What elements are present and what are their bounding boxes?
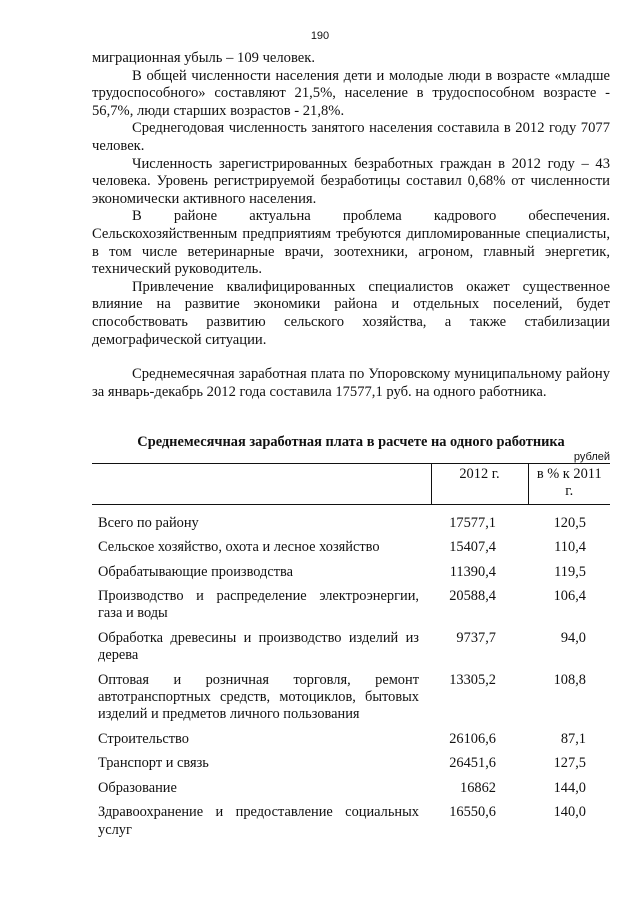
table-row <box>92 731 610 755</box>
row-value-2012: 11390,4 <box>449 563 496 580</box>
header-2012: 2012 г. <box>431 464 528 505</box>
row-value-percent: 140,0 <box>553 804 586 821</box>
header-industry <box>92 464 431 505</box>
table-row <box>92 755 610 779</box>
paragraph: Численность зарегистрированных безработных граждан в 2012 году – 43 человека. Уровень регистрируемой безработицы составил 0,68% от численности экономически активного населения. <box>92 155 610 207</box>
table-row <box>92 564 610 588</box>
table-header-row <box>92 464 610 505</box>
row-value-2012: 16550,6 <box>449 804 496 821</box>
row-value-2012: 26106,6 <box>449 730 496 747</box>
row-industry-name: Обрабатывающие производства <box>98 563 294 580</box>
row-value-percent: 119,5 <box>554 563 586 580</box>
page-number: 190 <box>310 30 330 42</box>
row-industry-name: Сельское хозяйство, охота и лесное хозяйство <box>98 539 380 556</box>
row-industry-name: Транспорт и связь <box>98 755 209 772</box>
row-industry-name: Здравоохранение и предоставление социальных услуг <box>98 804 419 838</box>
body-text <box>92 50 610 401</box>
row-value-2012: 15407,4 <box>449 539 496 556</box>
row-value-percent: 120,5 <box>553 514 586 531</box>
salary-table <box>92 463 610 846</box>
table-row <box>92 515 610 539</box>
header-percent: в % к 2011 г. <box>536 466 602 500</box>
row-value-percent: 108,8 <box>553 671 586 688</box>
table-row <box>92 630 610 672</box>
paragraph: В районе актуальна проблема кадрового обеспечения. Сельскохозяйственным предприятиям требуются дипломированные специалисты, в том числе ветеринарные врачи, зоотехники, агроном, главный энергетик, технический руководитель. <box>92 208 610 278</box>
row-value-2012: 20588,4 <box>449 588 496 605</box>
row-value-percent: 94,0 <box>560 629 586 646</box>
paragraph: Привлечение квалифицированных специалистов окажет существенное влияние на развитие экономики района и отдельных поселений, будет способствовать развитию сельского хозяйства, а также стабилизации демографической ситуации. <box>92 278 610 348</box>
paragraph: Среднегодовая численность занятого населения составила в 2012 году 7077 человек. <box>92 120 610 154</box>
row-value-percent: 127,5 <box>553 755 586 772</box>
row-value-percent: 106,4 <box>553 588 586 605</box>
row-value-2012: 16862 <box>460 779 496 796</box>
row-industry-name: Всего по району <box>98 514 199 531</box>
row-industry-name: Производство и распределение электроэнергии, газа и воды <box>98 588 419 622</box>
paragraph: миграционная убыль – 109 человек. <box>92 50 316 66</box>
table-row <box>92 672 610 731</box>
table-title: Среднемесячная заработная плата в расчете на одного работника <box>137 434 565 450</box>
paragraph: Среднемесячная заработная плата по Упоровскому муниципальному району за январь-декабрь 2012 года составила 17577,1 руб. на одного работника. <box>92 366 610 400</box>
paragraph: В общей численности населения дети и молодые люди в возрасте «младше трудоспособного» составляют 21,5%, население в трудоспособном возрасте - 56,7%, люди старших возрастов - 21,8%. <box>92 67 610 119</box>
row-industry-name: Образование <box>98 779 177 796</box>
row-industry-name: Обработка древесины и производство изделий из дерева <box>98 629 419 664</box>
row-value-percent: 144,0 <box>553 779 586 796</box>
table-row <box>92 804 610 846</box>
table-row <box>92 588 610 630</box>
row-value-percent: 87,1 <box>560 730 586 747</box>
row-industry-name: Оптовая и розничная торговля, ремонт автотранспортных средств, мотоциклов, бытовых изделий и предметов личного пользования <box>98 671 419 723</box>
row-value-percent: 110,4 <box>554 539 586 556</box>
table-row <box>92 539 610 563</box>
table-row <box>92 780 610 804</box>
table-unit: рублей <box>573 451 610 463</box>
row-value-2012: 26451,6 <box>449 755 496 772</box>
row-value-2012: 17577,1 <box>449 514 496 531</box>
row-industry-name: Строительство <box>98 730 189 747</box>
row-value-2012: 13305,2 <box>449 671 496 688</box>
row-value-2012: 9737,7 <box>456 629 496 646</box>
